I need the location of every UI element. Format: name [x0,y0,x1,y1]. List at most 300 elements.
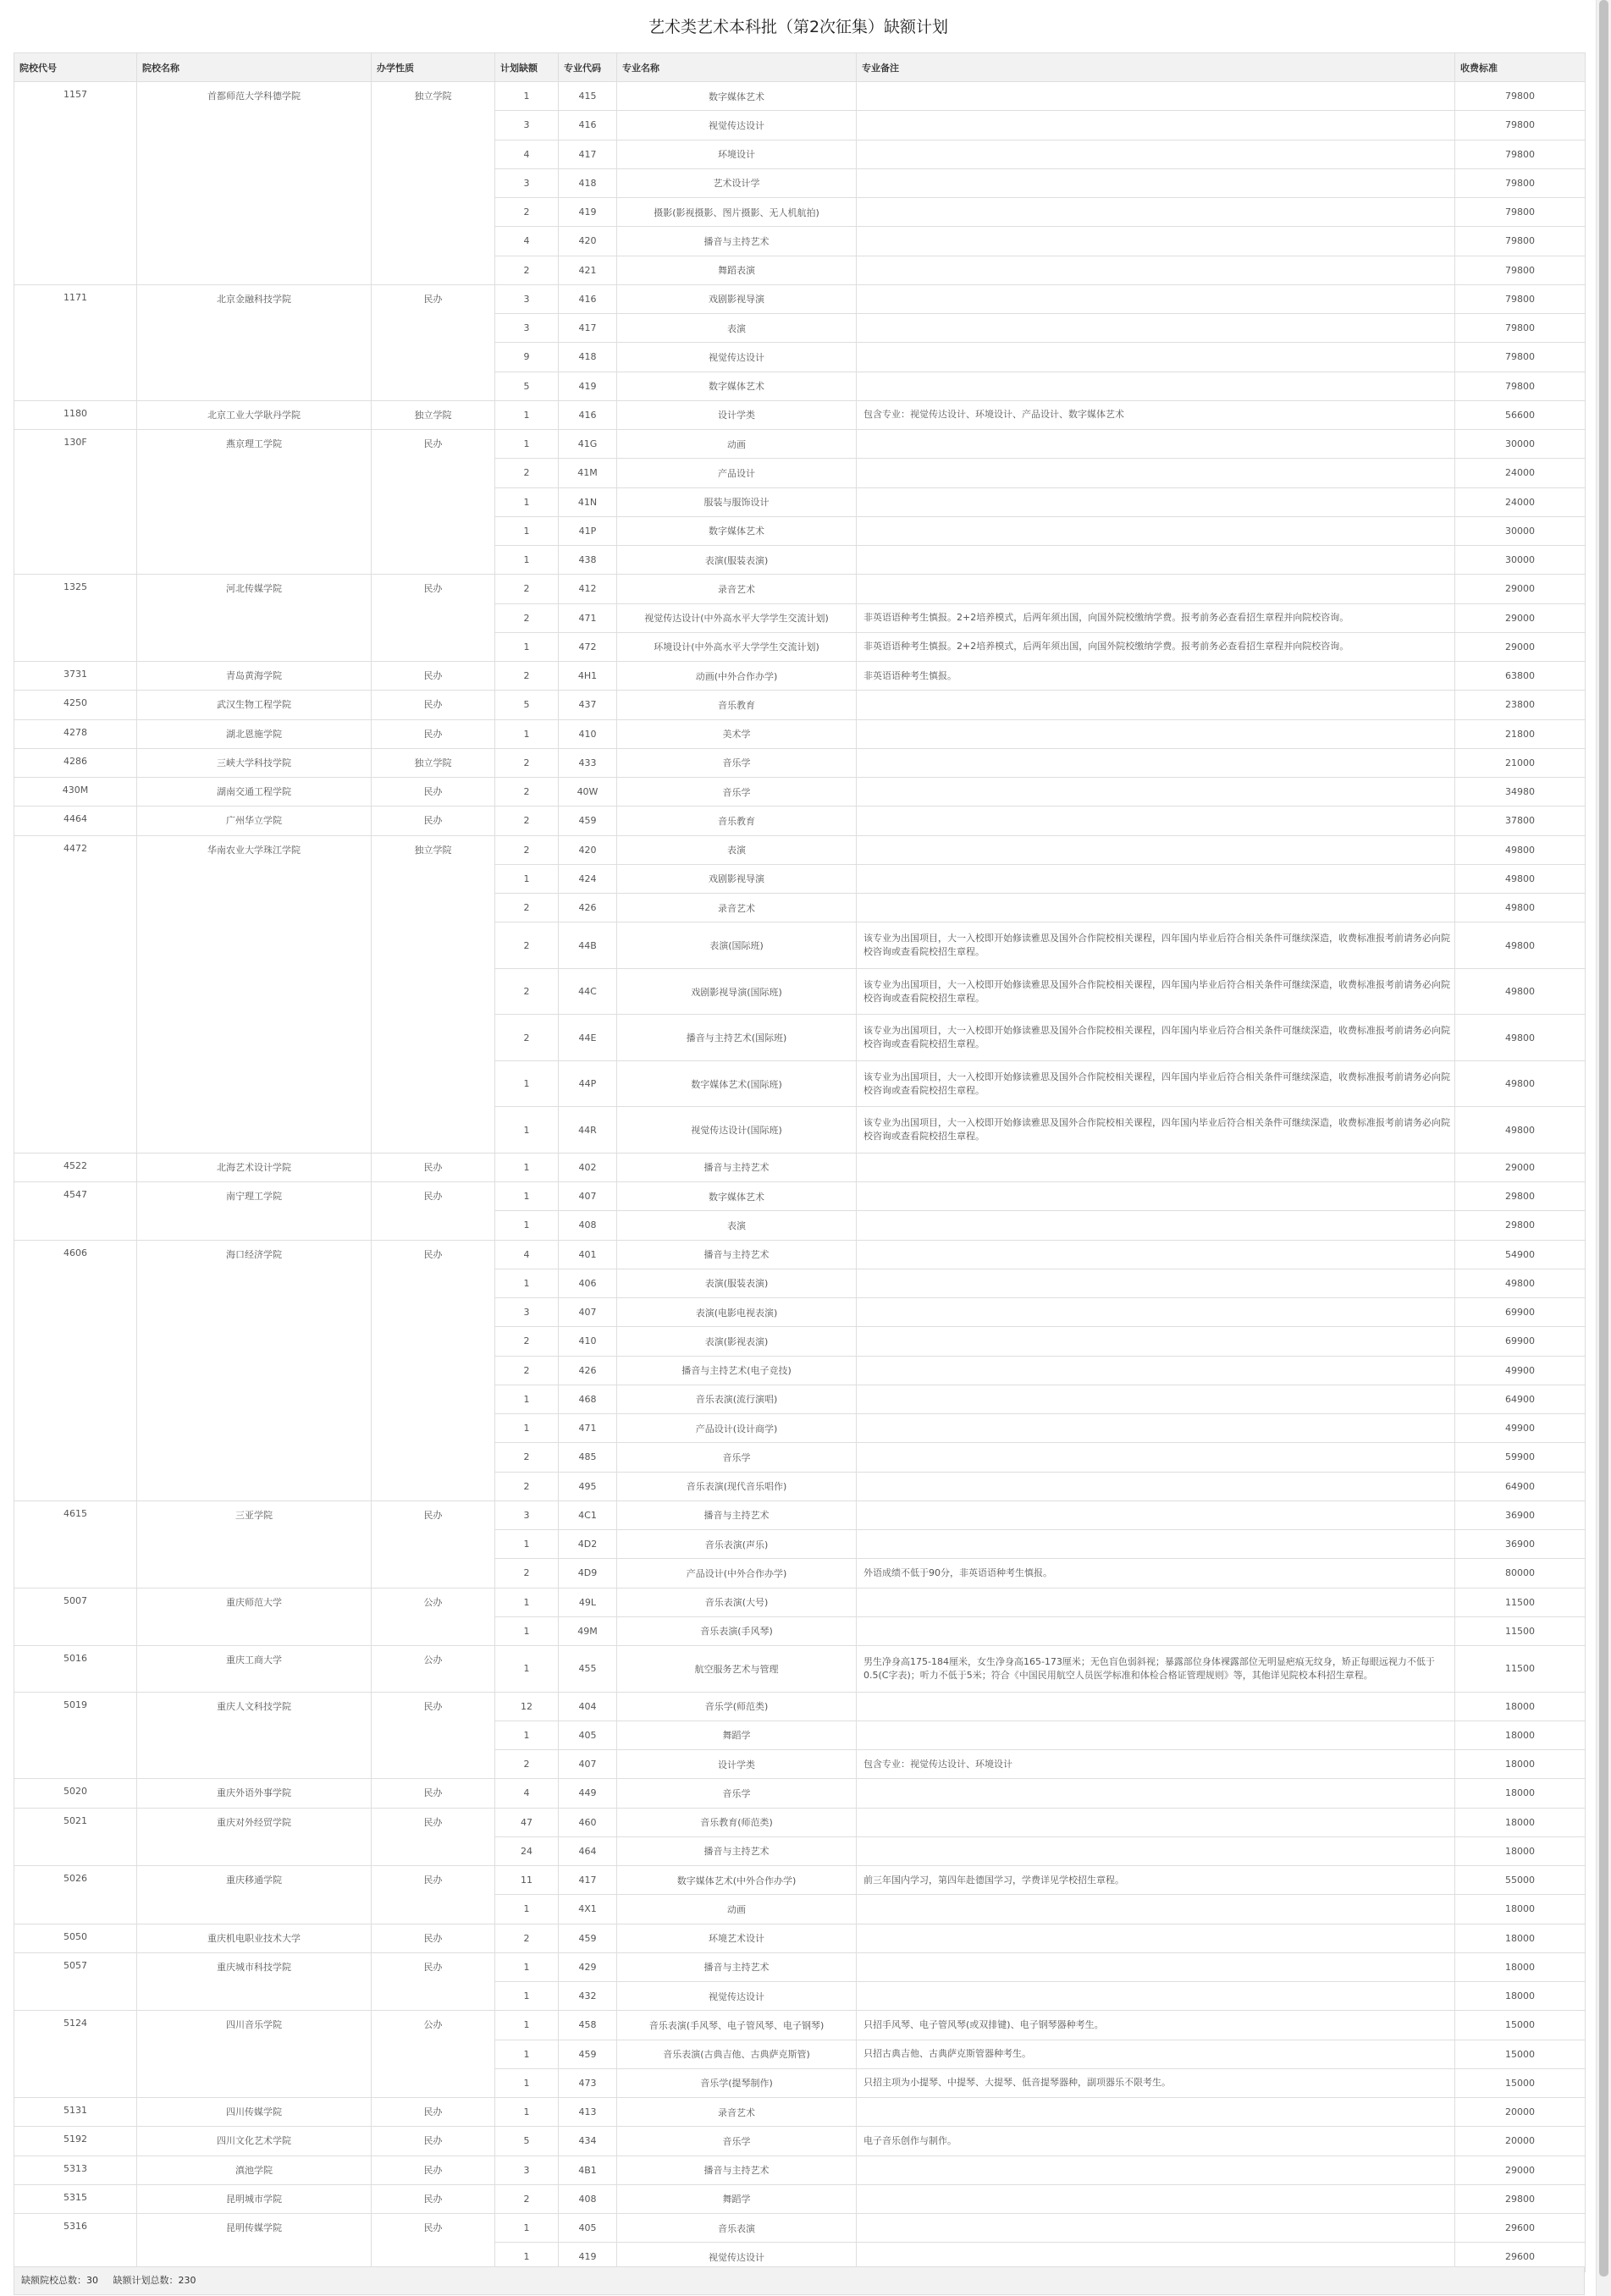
major-code-cell: 471 [559,603,617,632]
major-name-cell: 动画 [617,430,857,459]
major-code-cell: 460 [559,1808,617,1836]
plan-cell: 2 [495,835,559,864]
major-code-cell: 459 [559,1924,617,1952]
major-code-cell: 459 [559,2040,617,2068]
header-fee[interactable]: 收费标准 [1455,53,1586,82]
table-row [14,2184,1586,2213]
fee-cell: 49800 [1455,1107,1586,1154]
major-name-cell: 设计学类 [617,400,857,429]
fee-cell: 36900 [1455,1500,1586,1529]
major-code-cell: 416 [559,284,617,313]
fee-cell: 29000 [1455,1153,1586,1181]
major-code-cell: 458 [559,2011,617,2040]
plan-cell: 1 [495,1588,559,1616]
major-note-cell [857,575,1455,603]
major-note-cell [857,1982,1455,2011]
summary-plans [113,2275,196,2286]
major-name-cell: 表演 [617,1211,857,1240]
summary-schools [21,2275,98,2286]
plan-cell: 2 [495,1924,559,1952]
plan-cell: 2 [495,575,559,603]
major-name-cell: 戏剧影视导演 [617,284,857,313]
major-note-cell [857,1356,1455,1385]
school-name-cell: 重庆移通学院 [137,1866,372,1924]
major-code-cell: 44B [559,922,617,969]
major-code-cell: 485 [559,1443,617,1472]
plan-cell: 9 [495,343,559,372]
major-name-cell: 美术学 [617,719,857,748]
major-code-cell: 438 [559,546,617,575]
school-name-cell: 北京工业大学耿丹学院 [137,400,372,429]
vertical-scrollbar[interactable] [1596,0,1611,2296]
table-row [14,1866,1586,1895]
major-code-cell: 407 [559,1182,617,1211]
plan-cell: 1 [495,1982,559,2011]
plan-cell: 1 [495,1211,559,1240]
plan-cell: 2 [495,1559,559,1588]
school-type-cell: 公办 [372,2011,495,2098]
major-note-cell: 前三年国内学习，第四年赴德国学习，学费详见学校招生章程。 [857,1866,1455,1895]
major-note-cell [857,1443,1455,1472]
fee-cell: 49800 [1455,1269,1586,1297]
plan-table [14,52,1586,2272]
major-code-cell: 434 [559,2127,617,2156]
major-note-cell: 外语成绩不低于90分，非英语语种考生慎报。 [857,1559,1455,1588]
major-code-cell: 44R [559,1107,617,1154]
major-note-cell [857,459,1455,487]
major-note-cell: 男生净身高175-184厘米，女生净身高165-173厘米；无色盲色弱斜视；暴露部位身体裸露部位无明显疤痕无纹身，矫正每眼远视力不低于0.5(C字表)；听力不低于5米；符合《中国民用航空人员医学标准和体检合格证管理规则》等，其他详见院校本科招生章程。 [857,1646,1455,1693]
major-code-cell: 407 [559,1750,617,1779]
major-note-cell [857,2214,1455,2243]
fee-cell: 80000 [1455,1559,1586,1588]
table-row [14,835,1586,864]
school-name-cell: 重庆城市科技学院 [137,1952,372,2011]
school-type-cell: 民办 [372,2098,495,2127]
fee-cell: 18000 [1455,1836,1586,1865]
school-code-cell: 4464 [14,807,137,835]
fee-cell: 49800 [1455,894,1586,922]
school-code-cell: 5007 [14,1588,137,1646]
table-row [14,1952,1586,1981]
major-note-cell [857,284,1455,313]
fee-cell: 24000 [1455,459,1586,487]
plan-cell: 3 [495,111,559,140]
major-note-cell: 电子音乐创作与制作。 [857,2127,1455,2156]
plan-cell: 1 [495,2068,559,2097]
school-name-cell: 燕京理工学院 [137,430,372,575]
major-name-cell: 数字媒体艺术(中外合作办学) [617,1866,857,1895]
school-code-cell: 5019 [14,1692,137,1779]
major-note-cell [857,1182,1455,1211]
table-row [14,1779,1586,1808]
major-note-cell [857,1530,1455,1559]
major-name-cell: 表演 [617,835,857,864]
fee-cell: 79800 [1455,140,1586,168]
major-note-cell [857,1616,1455,1645]
major-name-cell: 数字媒体艺术 [617,82,857,111]
major-code-cell: 40W [559,778,617,807]
plan-cell: 1 [495,632,559,661]
fee-cell: 79800 [1455,82,1586,111]
major-note-cell [857,2156,1455,2184]
major-name-cell: 环境艺术设计 [617,1924,857,1952]
major-name-cell: 数字媒体艺术 [617,1182,857,1211]
major-note-cell [857,198,1455,227]
major-name-cell: 录音艺术 [617,575,857,603]
fee-cell: 18000 [1455,1982,1586,2011]
plan-cell: 1 [495,516,559,545]
school-name-cell: 武汉生物工程学院 [137,691,372,719]
major-code-cell: 402 [559,1153,617,1181]
plan-cell: 3 [495,168,559,197]
major-name-cell: 音乐表演(流行演唱) [617,1385,857,1413]
major-name-cell: 播音与主持艺术 [617,1240,857,1269]
table-row [14,1808,1586,1836]
major-note-cell [857,256,1455,284]
school-name-cell: 昆明城市学院 [137,2184,372,2213]
fee-cell: 29000 [1455,603,1586,632]
major-code-cell: 417 [559,140,617,168]
plan-cell: 2 [495,922,559,969]
header-school-code[interactable]: 院校代号 [14,53,137,82]
school-type-cell: 公办 [372,1588,495,1646]
major-code-cell: 421 [559,256,617,284]
school-type-cell: 民办 [372,691,495,719]
fee-cell: 11500 [1455,1588,1586,1616]
plan-cell: 1 [495,430,559,459]
major-name-cell: 戏剧影视导演(国际班) [617,968,857,1015]
major-note-cell [857,1269,1455,1297]
plan-cell: 1 [495,2011,559,2040]
major-name-cell: 播音与主持艺术 [617,1500,857,1529]
plan-cell: 1 [495,1060,559,1107]
fee-cell: 69900 [1455,1327,1586,1356]
fee-cell: 18000 [1455,1924,1586,1952]
header-plan-vacancy[interactable]: 计划缺额 [495,53,559,82]
major-name-cell: 播音与主持艺术 [617,1836,857,1865]
school-type-cell: 民办 [372,575,495,662]
major-note-cell [857,140,1455,168]
major-code-cell: 41P [559,516,617,545]
table-row [14,1153,1586,1181]
plan-cell: 2 [495,1472,559,1500]
school-code-cell: 5131 [14,2098,137,2127]
major-code-cell: 405 [559,1721,617,1749]
major-name-cell: 艺术设计学 [617,168,857,197]
school-name-cell: 四川音乐学院 [137,2011,372,2098]
major-name-cell: 音乐学(师范类) [617,1692,857,1721]
table-row [14,719,1586,748]
major-note-cell: 该专业为出国项目，大一入校即开始修读雅思及国外合作院校相关课程，四年国内毕业后符合相关条件可继续深造，收费标准报考前请务必向院校咨询或查看院校招生章程。 [857,1015,1455,1061]
major-name-cell: 产品设计(中外合作办学) [617,1559,857,1588]
plan-cell: 3 [495,2156,559,2184]
school-name-cell: 四川文化艺术学院 [137,2127,372,2156]
school-code-cell: 3731 [14,662,137,691]
school-type-cell: 民办 [372,1952,495,2011]
major-note-cell [857,2184,1455,2213]
plan-cell: 5 [495,2127,559,2156]
school-type-cell: 民办 [372,430,495,575]
major-note-cell [857,1385,1455,1413]
major-note-cell [857,1924,1455,1952]
table-row [14,2098,1586,2127]
fee-cell: 23800 [1455,691,1586,719]
major-code-cell: 449 [559,1779,617,1808]
fee-cell: 29600 [1455,2214,1586,2243]
major-name-cell: 视觉传达设计(中外高水平大学学生交流计划) [617,603,857,632]
summary-plans-label: 缺额计划总数： [113,2275,179,2286]
major-name-cell: 服装与服饰设计 [617,487,857,516]
school-name-cell: 河北传媒学院 [137,575,372,662]
school-name-cell: 南宁理工学院 [137,1182,372,1241]
major-name-cell: 音乐表演(手风琴、电子管风琴、电子钢琴) [617,2011,857,2040]
major-code-cell: 44E [559,1015,617,1061]
fee-cell: 15000 [1455,2011,1586,2040]
plan-cell: 5 [495,691,559,719]
school-name-cell: 北京金融科技学院 [137,284,372,400]
fee-cell: 79800 [1455,284,1586,313]
plan-cell: 2 [495,894,559,922]
major-name-cell: 表演(服装表演) [617,1269,857,1297]
major-name-cell: 动画(中外合作办学) [617,662,857,691]
school-name-cell: 首都师范大学科德学院 [137,82,372,285]
table-row [14,807,1586,835]
major-code-cell: 455 [559,1646,617,1693]
major-note-cell [857,314,1455,343]
major-name-cell: 音乐教育 [617,807,857,835]
school-code-cell: 430M [14,778,137,807]
table-row [14,778,1586,807]
plan-cell: 2 [495,1356,559,1385]
school-type-cell: 民办 [372,1808,495,1866]
school-code-cell: 5026 [14,1866,137,1924]
table-row [14,575,1586,603]
table-row [14,2127,1586,2156]
major-code-cell: 420 [559,835,617,864]
major-name-cell: 摄影(影视摄影、图片摄影、无人机航拍) [617,198,857,227]
plan-cell: 2 [495,807,559,835]
header-major-code[interactable]: 专业代码 [559,53,617,82]
plan-cell: 1 [495,1385,559,1413]
major-code-cell: 416 [559,400,617,429]
major-name-cell: 音乐学 [617,778,857,807]
major-note-cell [857,487,1455,516]
fee-cell: 56600 [1455,400,1586,429]
major-name-cell: 播音与主持艺术(国际班) [617,1015,857,1061]
major-note-cell [857,835,1455,864]
header-major-note[interactable]: 专业备注 [857,53,1455,82]
major-note-cell [857,1692,1455,1721]
major-name-cell: 表演(国际班) [617,922,857,969]
plan-cell: 2 [495,1750,559,1779]
major-name-cell: 舞蹈表演 [617,256,857,284]
fee-cell: 21000 [1455,748,1586,777]
fee-cell: 64900 [1455,1472,1586,1500]
major-code-cell: 459 [559,807,617,835]
plan-cell: 1 [495,1895,559,1924]
major-note-cell [857,430,1455,459]
summary-footer [14,2266,1585,2295]
major-note-cell [857,546,1455,575]
major-name-cell: 视觉传达设计 [617,111,857,140]
major-note-cell: 非英语语种考生慎报。2+2培养模式，后两年须出国，向国外院校缴纳学费。报考前务必查看招生章程并向院校咨询。 [857,632,1455,661]
major-name-cell: 录音艺术 [617,894,857,922]
fee-cell: 69900 [1455,1298,1586,1327]
header-school-type[interactable]: 办学性质 [372,53,495,82]
school-code-cell: 5313 [14,2156,137,2184]
major-name-cell: 数字媒体艺术(国际班) [617,1060,857,1107]
major-code-cell: 418 [559,168,617,197]
major-note-cell: 非英语语种考生慎报。2+2培养模式，后两年须出国，向国外院校缴纳学费。报考前务必查看招生章程并向院校咨询。 [857,603,1455,632]
fee-cell: 79800 [1455,198,1586,227]
major-note-cell [857,82,1455,111]
plan-cell: 1 [495,1952,559,1981]
major-note-cell [857,1240,1455,1269]
major-note-cell [857,2098,1455,2127]
school-type-cell: 独立学院 [372,748,495,777]
school-type-cell: 民办 [372,2184,495,2213]
fee-cell: 30000 [1455,546,1586,575]
fee-cell: 29800 [1455,1211,1586,1240]
major-name-cell: 音乐学 [617,1779,857,1808]
major-code-cell: 41G [559,430,617,459]
school-type-cell: 独立学院 [372,835,495,1153]
fee-cell: 79800 [1455,314,1586,343]
major-note-cell: 包含专业：视觉传达设计、环境设计 [857,1750,1455,1779]
major-name-cell: 音乐表演(手风琴) [617,1616,857,1645]
major-code-cell: 464 [559,1836,617,1865]
fee-cell: 34980 [1455,778,1586,807]
major-note-cell [857,1895,1455,1924]
school-name-cell: 重庆对外经贸学院 [137,1808,372,1866]
major-note-cell [857,168,1455,197]
major-name-cell: 产品设计(设计商学) [617,1414,857,1443]
school-code-cell: 4615 [14,1500,137,1588]
plan-cell: 2 [495,1443,559,1472]
school-type-cell: 民办 [372,1182,495,1241]
major-name-cell: 播音与主持艺术 [617,1952,857,1981]
plan-cell: 3 [495,1298,559,1327]
major-note-cell: 包含专业：视觉传达设计、环境设计、产品设计、数字媒体艺术 [857,400,1455,429]
major-name-cell: 数字媒体艺术 [617,516,857,545]
major-code-cell: 41M [559,459,617,487]
school-code-cell: 1171 [14,284,137,400]
major-name-cell: 视觉传达设计 [617,2243,857,2271]
major-code-cell: 472 [559,632,617,661]
major-name-cell: 舞蹈学 [617,1721,857,1749]
major-code-cell: 408 [559,1211,617,1240]
major-note-cell [857,1952,1455,1981]
major-note-cell [857,1721,1455,1749]
fee-cell: 29600 [1455,2243,1586,2271]
school-name-cell: 重庆人文科技学院 [137,1692,372,1779]
school-name-cell: 三峡大学科技学院 [137,748,372,777]
plan-cell: 11 [495,1866,559,1895]
plan-cell: 1 [495,1182,559,1211]
major-code-cell: 410 [559,1327,617,1356]
table-row [14,748,1586,777]
fee-cell: 11500 [1455,1646,1586,1693]
plan-cell: 47 [495,1808,559,1836]
header-school-name[interactable]: 院校名称 [137,53,372,82]
school-name-cell: 四川传媒学院 [137,2098,372,2127]
fee-cell: 18000 [1455,1779,1586,1808]
major-code-cell: 471 [559,1414,617,1443]
major-name-cell: 音乐学(提琴制作) [617,2068,857,2097]
fee-cell: 79800 [1455,343,1586,372]
scrollbar-thumb[interactable] [1599,0,1608,2277]
major-note-cell [857,1211,1455,1240]
summary-schools-count: 30 [86,2275,98,2286]
major-note-cell [857,1414,1455,1443]
school-code-cell: 5021 [14,1808,137,1866]
header-major-name[interactable]: 专业名称 [617,53,857,82]
plan-cell: 2 [495,256,559,284]
major-name-cell: 产品设计 [617,459,857,487]
major-note-cell: 只招主项为小提琴、中提琴、大提琴、低音提琴器种，副项器乐不限考生。 [857,2068,1455,2097]
table-row [14,2011,1586,2040]
table-row [14,1500,1586,1529]
major-code-cell: 49L [559,1588,617,1616]
major-name-cell: 环境设计 [617,140,857,168]
major-code-cell: 419 [559,198,617,227]
plan-cell: 1 [495,2243,559,2271]
major-code-cell: 432 [559,1982,617,2011]
major-note-cell [857,1588,1455,1616]
fee-cell: 49800 [1455,864,1586,893]
fee-cell: 37800 [1455,807,1586,835]
school-name-cell: 昆明传媒学院 [137,2214,372,2272]
table-row [14,691,1586,719]
major-name-cell: 播音与主持艺术 [617,1153,857,1181]
plan-cell: 1 [495,719,559,748]
major-code-cell: 426 [559,894,617,922]
major-code-cell: 418 [559,343,617,372]
school-type-cell: 民办 [372,1240,495,1500]
fee-cell: 18000 [1455,1808,1586,1836]
plan-cell: 1 [495,2214,559,2243]
fee-cell: 49800 [1455,1060,1586,1107]
plan-cell: 1 [495,1721,559,1749]
plan-cell: 2 [495,198,559,227]
table-row [14,1182,1586,1211]
major-note-cell: 非英语语种考生慎报。 [857,662,1455,691]
school-type-cell: 民办 [372,1500,495,1588]
school-code-cell: 5016 [14,1646,137,1693]
major-note-cell [857,807,1455,835]
fee-cell: 18000 [1455,1952,1586,1981]
major-name-cell: 表演(影视表演) [617,1327,857,1356]
major-name-cell: 音乐表演(现代音乐唱作) [617,1472,857,1500]
school-code-cell: 5057 [14,1952,137,2011]
major-code-cell: 4H1 [559,662,617,691]
plan-cell: 1 [495,1414,559,1443]
major-note-cell [857,748,1455,777]
plan-cell: 3 [495,284,559,313]
table-row [14,1924,1586,1952]
major-name-cell: 舞蹈学 [617,2184,857,2213]
major-note-cell [857,343,1455,372]
plan-cell: 1 [495,82,559,111]
plan-cell: 4 [495,1240,559,1269]
major-code-cell: 4C1 [559,1500,617,1529]
fee-cell: 20000 [1455,2098,1586,2127]
plan-cell: 1 [495,2040,559,2068]
plan-cell: 4 [495,140,559,168]
school-code-cell: 1180 [14,400,137,429]
fee-cell: 15000 [1455,2040,1586,2068]
plan-cell: 24 [495,1836,559,1865]
